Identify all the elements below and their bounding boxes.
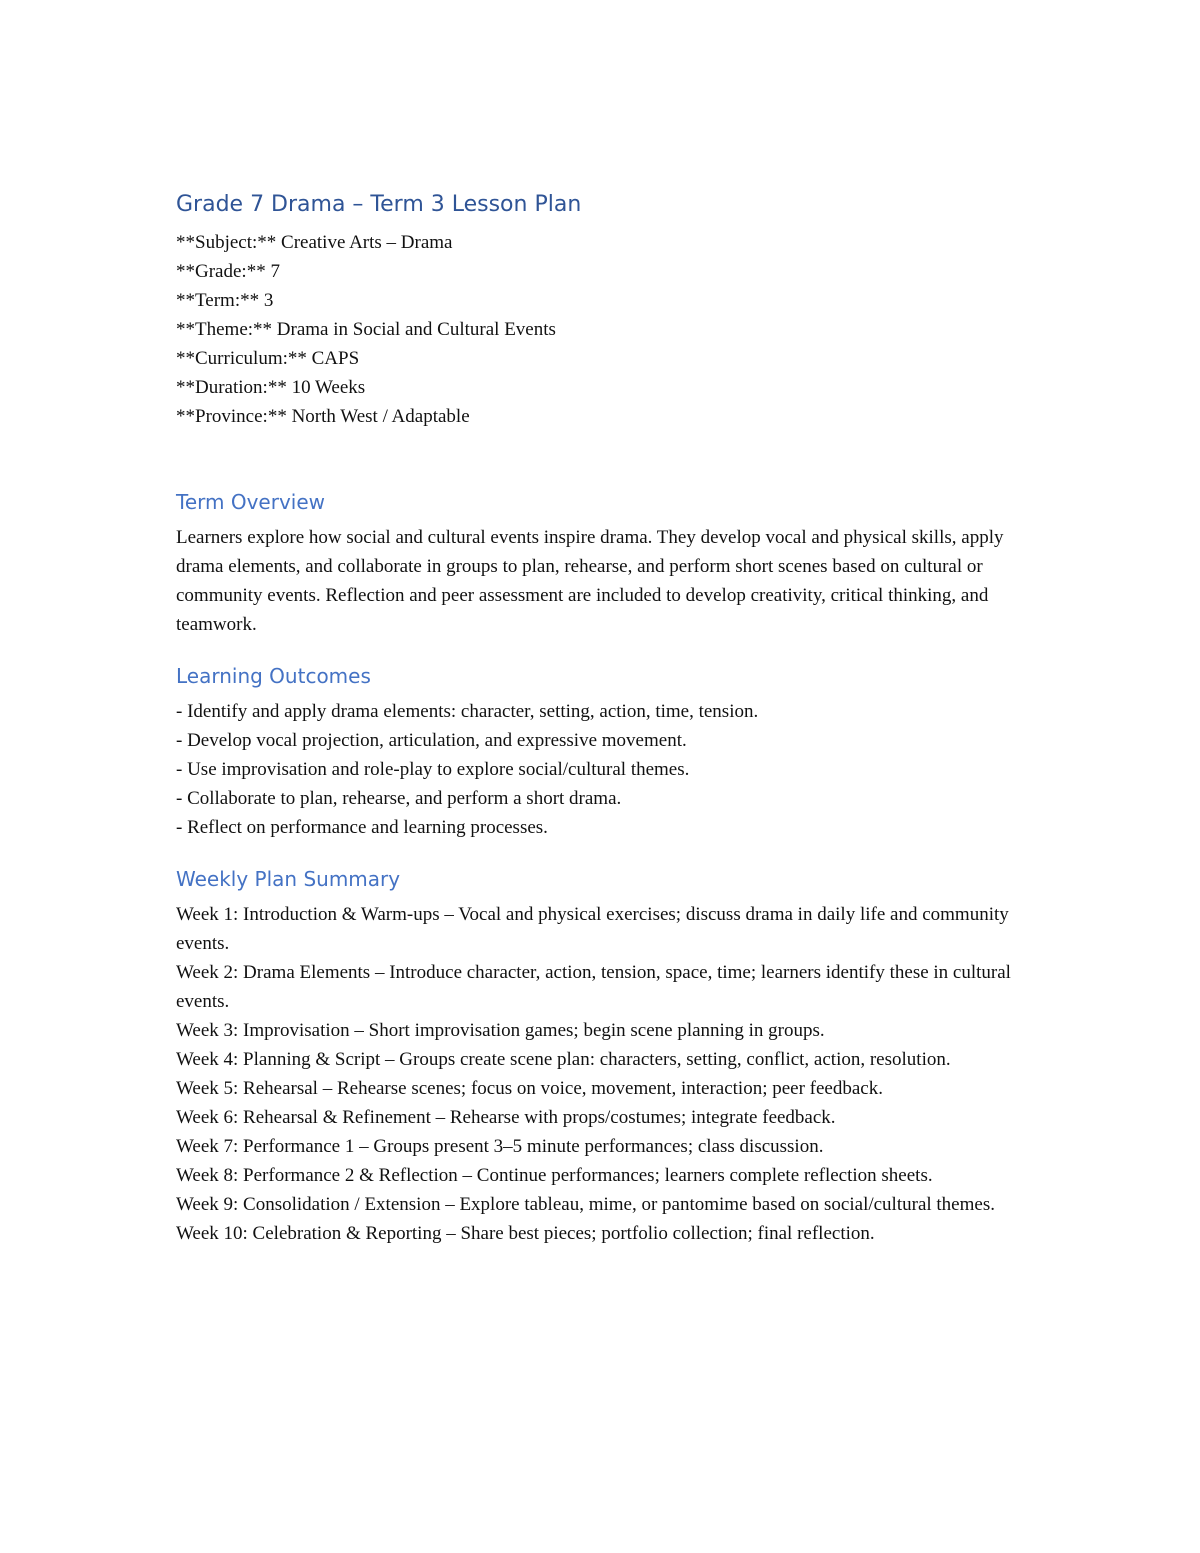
week-item-1: Week 1: Introduction & Warm-ups – Vocal and physical exercises; discuss drama in daily life and community events.	[176, 904, 1009, 954]
outcome-item: - Develop vocal projection, articulation, and expressive movement.	[176, 730, 687, 751]
week-item-10: Week 10: Celebration & Reporting – Share best pieces; portfolio collection; final reflection.	[176, 1223, 875, 1244]
week-item-7: Week 7: Performance 1 – Groups present 3–5 minute performances; class discussion.	[176, 1136, 824, 1157]
meta-grade: **Grade:** 7	[176, 261, 280, 282]
outcome-item: - Reflect on performance and learning processes.	[176, 817, 548, 838]
term-overview-section	[176, 487, 1036, 639]
outcome-item: - Collaborate to plan, rehearse, and perform a short drama.	[176, 788, 622, 809]
outcome-item: - Use improvisation and role-play to explore social/cultural themes.	[176, 759, 690, 780]
learning-outcomes-heading: Learning Outcomes	[176, 664, 371, 688]
weekly-plan-section	[176, 864, 1036, 1248]
outcome-item: - Identify and apply drama elements: character, setting, action, time, tension.	[176, 701, 759, 722]
week-item-2: Week 2: Drama Elements – Introduce character, action, tension, space, time; learners identify these in cultural events.	[176, 962, 1011, 1012]
meta-province: **Province:** North West / Adaptable	[176, 406, 470, 427]
meta-duration: **Duration:** 10 Weeks	[176, 377, 366, 398]
learning-outcomes-section	[176, 661, 1036, 842]
term-overview-text: Learners explore how social and cultural events inspire drama. They develop vocal and physical skills, apply drama elements, and collaborate in groups to plan, rehearse, and perform short scenes based on cultural or community events. Reflection and peer assessment are included to develop creativity, critical thinking, and teamwork.	[176, 527, 1004, 635]
week-item-3: Week 3: Improvisation – Short improvisation games; begin scene planning in groups.	[176, 1020, 825, 1041]
week-item-8: Week 8: Performance 2 & Reflection – Continue performances; learners complete reflection sheets.	[176, 1165, 933, 1186]
metadata-list	[176, 228, 1036, 431]
week-item-9: Week 9: Consolidation / Extension – Explore tableau, mime, or pantomime based on social/cultural themes.	[176, 1194, 995, 1215]
meta-subject: **Subject:** Creative Arts – Drama	[176, 232, 453, 253]
document-title: Grade 7 Drama – Term 3 Lesson Plan	[176, 192, 582, 217]
document-page	[176, 188, 1036, 1248]
weekly-plan-heading: Weekly Plan Summary	[176, 867, 401, 891]
week-item-4: Week 4: Planning & Script – Groups create scene plan: characters, setting, conflict, action, resolution.	[176, 1049, 951, 1070]
term-overview-heading: Term Overview	[176, 490, 325, 514]
meta-curriculum: **Curriculum:** CAPS	[176, 348, 360, 369]
meta-theme: **Theme:** Drama in Social and Cultural Events	[176, 319, 556, 340]
meta-term: **Term:** 3	[176, 290, 274, 311]
week-item-5: Week 5: Rehearsal – Rehearse scenes; focus on voice, movement, interaction; peer feedback.	[176, 1078, 883, 1099]
week-item-6: Week 6: Rehearsal & Refinement – Rehearse with props/costumes; integrate feedback.	[176, 1107, 836, 1128]
